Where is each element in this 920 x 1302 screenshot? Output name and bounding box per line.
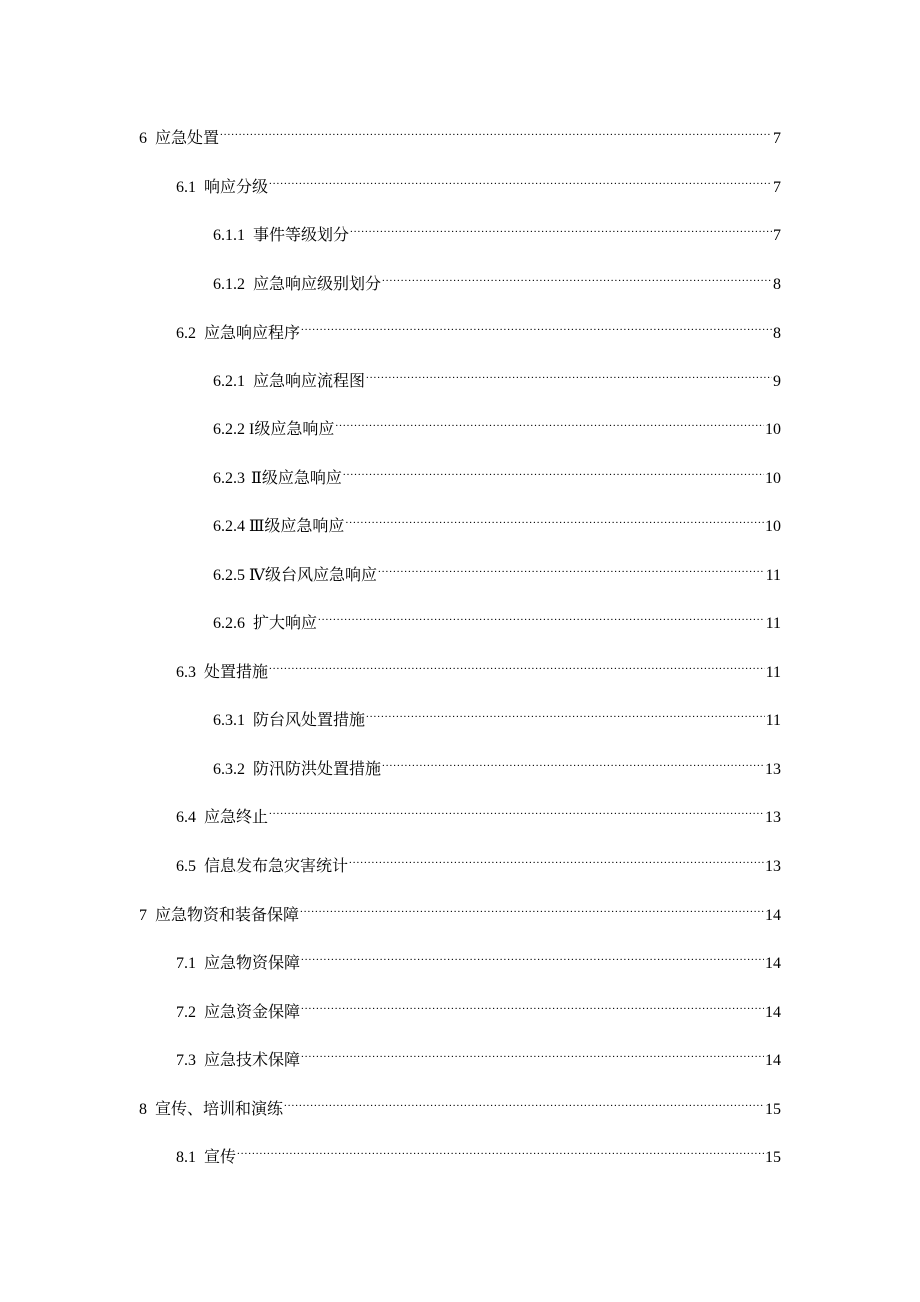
- toc-entry-6-2[interactable]: [176, 312, 781, 342]
- toc-entry-6-5[interactable]: [176, 845, 781, 875]
- toc-entry-number: 6.2: [176, 325, 196, 342]
- toc-dot-leader: [301, 1039, 764, 1065]
- toc-dot-leader: [350, 214, 772, 240]
- toc-entry-page: 10: [765, 470, 781, 487]
- toc-entry-number: 6: [139, 130, 147, 147]
- toc-dot-leader: [284, 1088, 764, 1114]
- toc-entry-page: 10: [765, 421, 781, 438]
- toc-entry-title: I级应急响应: [249, 421, 335, 438]
- toc-entry-6-2-4[interactable]: [213, 505, 781, 535]
- toc-entry-number: 6.1: [176, 179, 196, 196]
- toc-entry-number: 6.3: [176, 664, 196, 681]
- toc-entry-title: 防汛防洪处置措施: [253, 761, 382, 778]
- toc-entry-page: 11: [765, 567, 781, 584]
- toc-entry-page: 8: [773, 325, 781, 342]
- toc-entry-title: 应急处置: [155, 130, 220, 147]
- toc-entry-8[interactable]: [139, 1088, 781, 1118]
- toc-entry-title: 应急响应程序: [204, 325, 301, 342]
- toc-dot-leader: [366, 699, 765, 725]
- toc-entry-8-1[interactable]: [176, 1136, 781, 1166]
- toc-entry-6[interactable]: [139, 117, 781, 147]
- toc-entry-number: 7.1: [176, 955, 196, 972]
- toc-entry-page: 14: [765, 1004, 781, 1021]
- toc-entry-title: 防台风处置措施: [253, 712, 366, 729]
- toc-entry-title: Ⅲ级应急响应: [249, 518, 345, 535]
- toc-entry-title: 应急物资保障: [204, 955, 301, 972]
- toc-entry-number: 6.5: [176, 858, 196, 875]
- toc-dot-leader: [220, 117, 772, 143]
- toc-entry-page: 15: [765, 1149, 781, 1166]
- toc-entry-number: 8.1: [176, 1149, 196, 1166]
- toc-dot-leader: [301, 942, 764, 968]
- toc-entry-title: 应急资金保障: [204, 1004, 301, 1021]
- toc-dot-leader: [345, 505, 764, 531]
- toc-entry-6-3-2[interactable]: [213, 748, 781, 778]
- toc-entry-title: 应急终止: [204, 809, 269, 826]
- toc-dot-leader: [300, 894, 764, 920]
- toc-entry-page: 7: [773, 227, 781, 244]
- toc-entry-page: 11: [765, 664, 781, 681]
- toc-entry-title: 事件等级划分: [253, 227, 350, 244]
- toc-dot-leader: [378, 554, 765, 580]
- toc-dot-leader: [237, 1136, 764, 1162]
- toc-dot-leader: [382, 748, 764, 774]
- toc-entry-number: 6.2.2: [213, 421, 245, 438]
- toc-entry-page: 7: [773, 179, 781, 196]
- toc-entry-page: 11: [765, 615, 781, 632]
- toc-dot-leader: [318, 602, 765, 628]
- toc-entry-number: 8: [139, 1101, 147, 1118]
- toc-entry-7-3[interactable]: [176, 1039, 781, 1069]
- toc-dot-leader: [382, 263, 772, 289]
- toc-entry-title: 宣传、培训和演练: [155, 1101, 284, 1118]
- toc-entry-page: 14: [765, 955, 781, 972]
- toc-entry-title: 处置措施: [204, 664, 269, 681]
- toc-entry-number: 6.2.1: [213, 373, 245, 390]
- toc-entry-number: 6.3.2: [213, 761, 245, 778]
- toc-entry-number: 6.4: [176, 809, 196, 826]
- toc-entry-page: 13: [765, 858, 781, 875]
- toc-entry-number: 7.3: [176, 1052, 196, 1069]
- toc-entry-title: 响应分级: [204, 179, 269, 196]
- toc-entry-title: 应急响应级别划分: [253, 276, 382, 293]
- toc-entry-number: 7.2: [176, 1004, 196, 1021]
- toc-entry-number: 6.1.2: [213, 276, 245, 293]
- toc-entry-title: 应急物资和装备保障: [155, 907, 300, 924]
- toc-entry-title: 应急技术保障: [204, 1052, 301, 1069]
- toc-entry-title: Ⅱ级应急响应: [251, 470, 342, 487]
- toc-entry-number: 6.2.3: [213, 470, 245, 487]
- toc-dot-leader: [366, 360, 772, 386]
- toc-entry-title: Ⅳ级台风应急响应: [249, 567, 377, 584]
- toc-dot-leader: [269, 166, 772, 192]
- toc-entry-title: 应急响应流程图: [253, 373, 366, 390]
- toc-entry-7-1[interactable]: [176, 942, 781, 972]
- toc-entry-number: 6.2.4: [213, 518, 245, 535]
- toc-entry-6-3-1[interactable]: [213, 699, 781, 729]
- toc-dot-leader: [301, 991, 764, 1017]
- toc-entry-page: 10: [765, 518, 781, 535]
- toc-dot-leader: [269, 651, 765, 677]
- toc-entry-6-2-6[interactable]: [213, 602, 781, 632]
- toc-entry-number: 6.2.5: [213, 567, 245, 584]
- toc-entry-6-1-1[interactable]: [213, 214, 781, 244]
- toc-entry-6-1-2[interactable]: [213, 263, 781, 293]
- toc-entry-title: 宣传: [204, 1149, 237, 1166]
- toc-entry-page: 8: [773, 276, 781, 293]
- toc-entry-page: 9: [773, 373, 781, 390]
- toc-entry-number: 6.1.1: [213, 227, 245, 244]
- toc-dot-leader: [343, 457, 764, 483]
- toc-entry-6-3[interactable]: [176, 651, 781, 681]
- toc-dot-leader: [349, 845, 764, 871]
- toc-dot-leader: [335, 408, 764, 434]
- toc-entry-6-2-5[interactable]: [213, 554, 781, 584]
- toc-entry-6-1[interactable]: [176, 166, 781, 196]
- toc-entry-page: 13: [765, 809, 781, 826]
- toc-entry-6-2-2[interactable]: [213, 408, 781, 438]
- toc-entry-7[interactable]: [139, 894, 781, 924]
- toc-entry-number: 6.3.1: [213, 712, 245, 729]
- toc-entry-page: 15: [765, 1101, 781, 1118]
- toc-entry-page: 7: [773, 130, 781, 147]
- toc-entry-6-2-1[interactable]: [213, 360, 781, 390]
- toc-dot-leader: [269, 796, 764, 822]
- toc-entry-page: 14: [765, 1052, 781, 1069]
- toc-entry-page: 14: [765, 907, 781, 924]
- toc-entry-6-4[interactable]: [176, 796, 781, 826]
- toc-entry-title: 扩大响应: [253, 615, 318, 632]
- toc-dot-leader: [301, 312, 772, 338]
- toc-entry-6-2-3[interactable]: [213, 457, 781, 487]
- toc-entry-number: 7: [139, 907, 147, 924]
- toc-entry-page: 11: [765, 712, 781, 729]
- toc-entry-page: 13: [765, 761, 781, 778]
- toc-entry-number: 6.2.6: [213, 615, 245, 632]
- toc-entry-title: 信息发布急灾害统计: [204, 858, 349, 875]
- toc-entry-7-2[interactable]: [176, 991, 781, 1021]
